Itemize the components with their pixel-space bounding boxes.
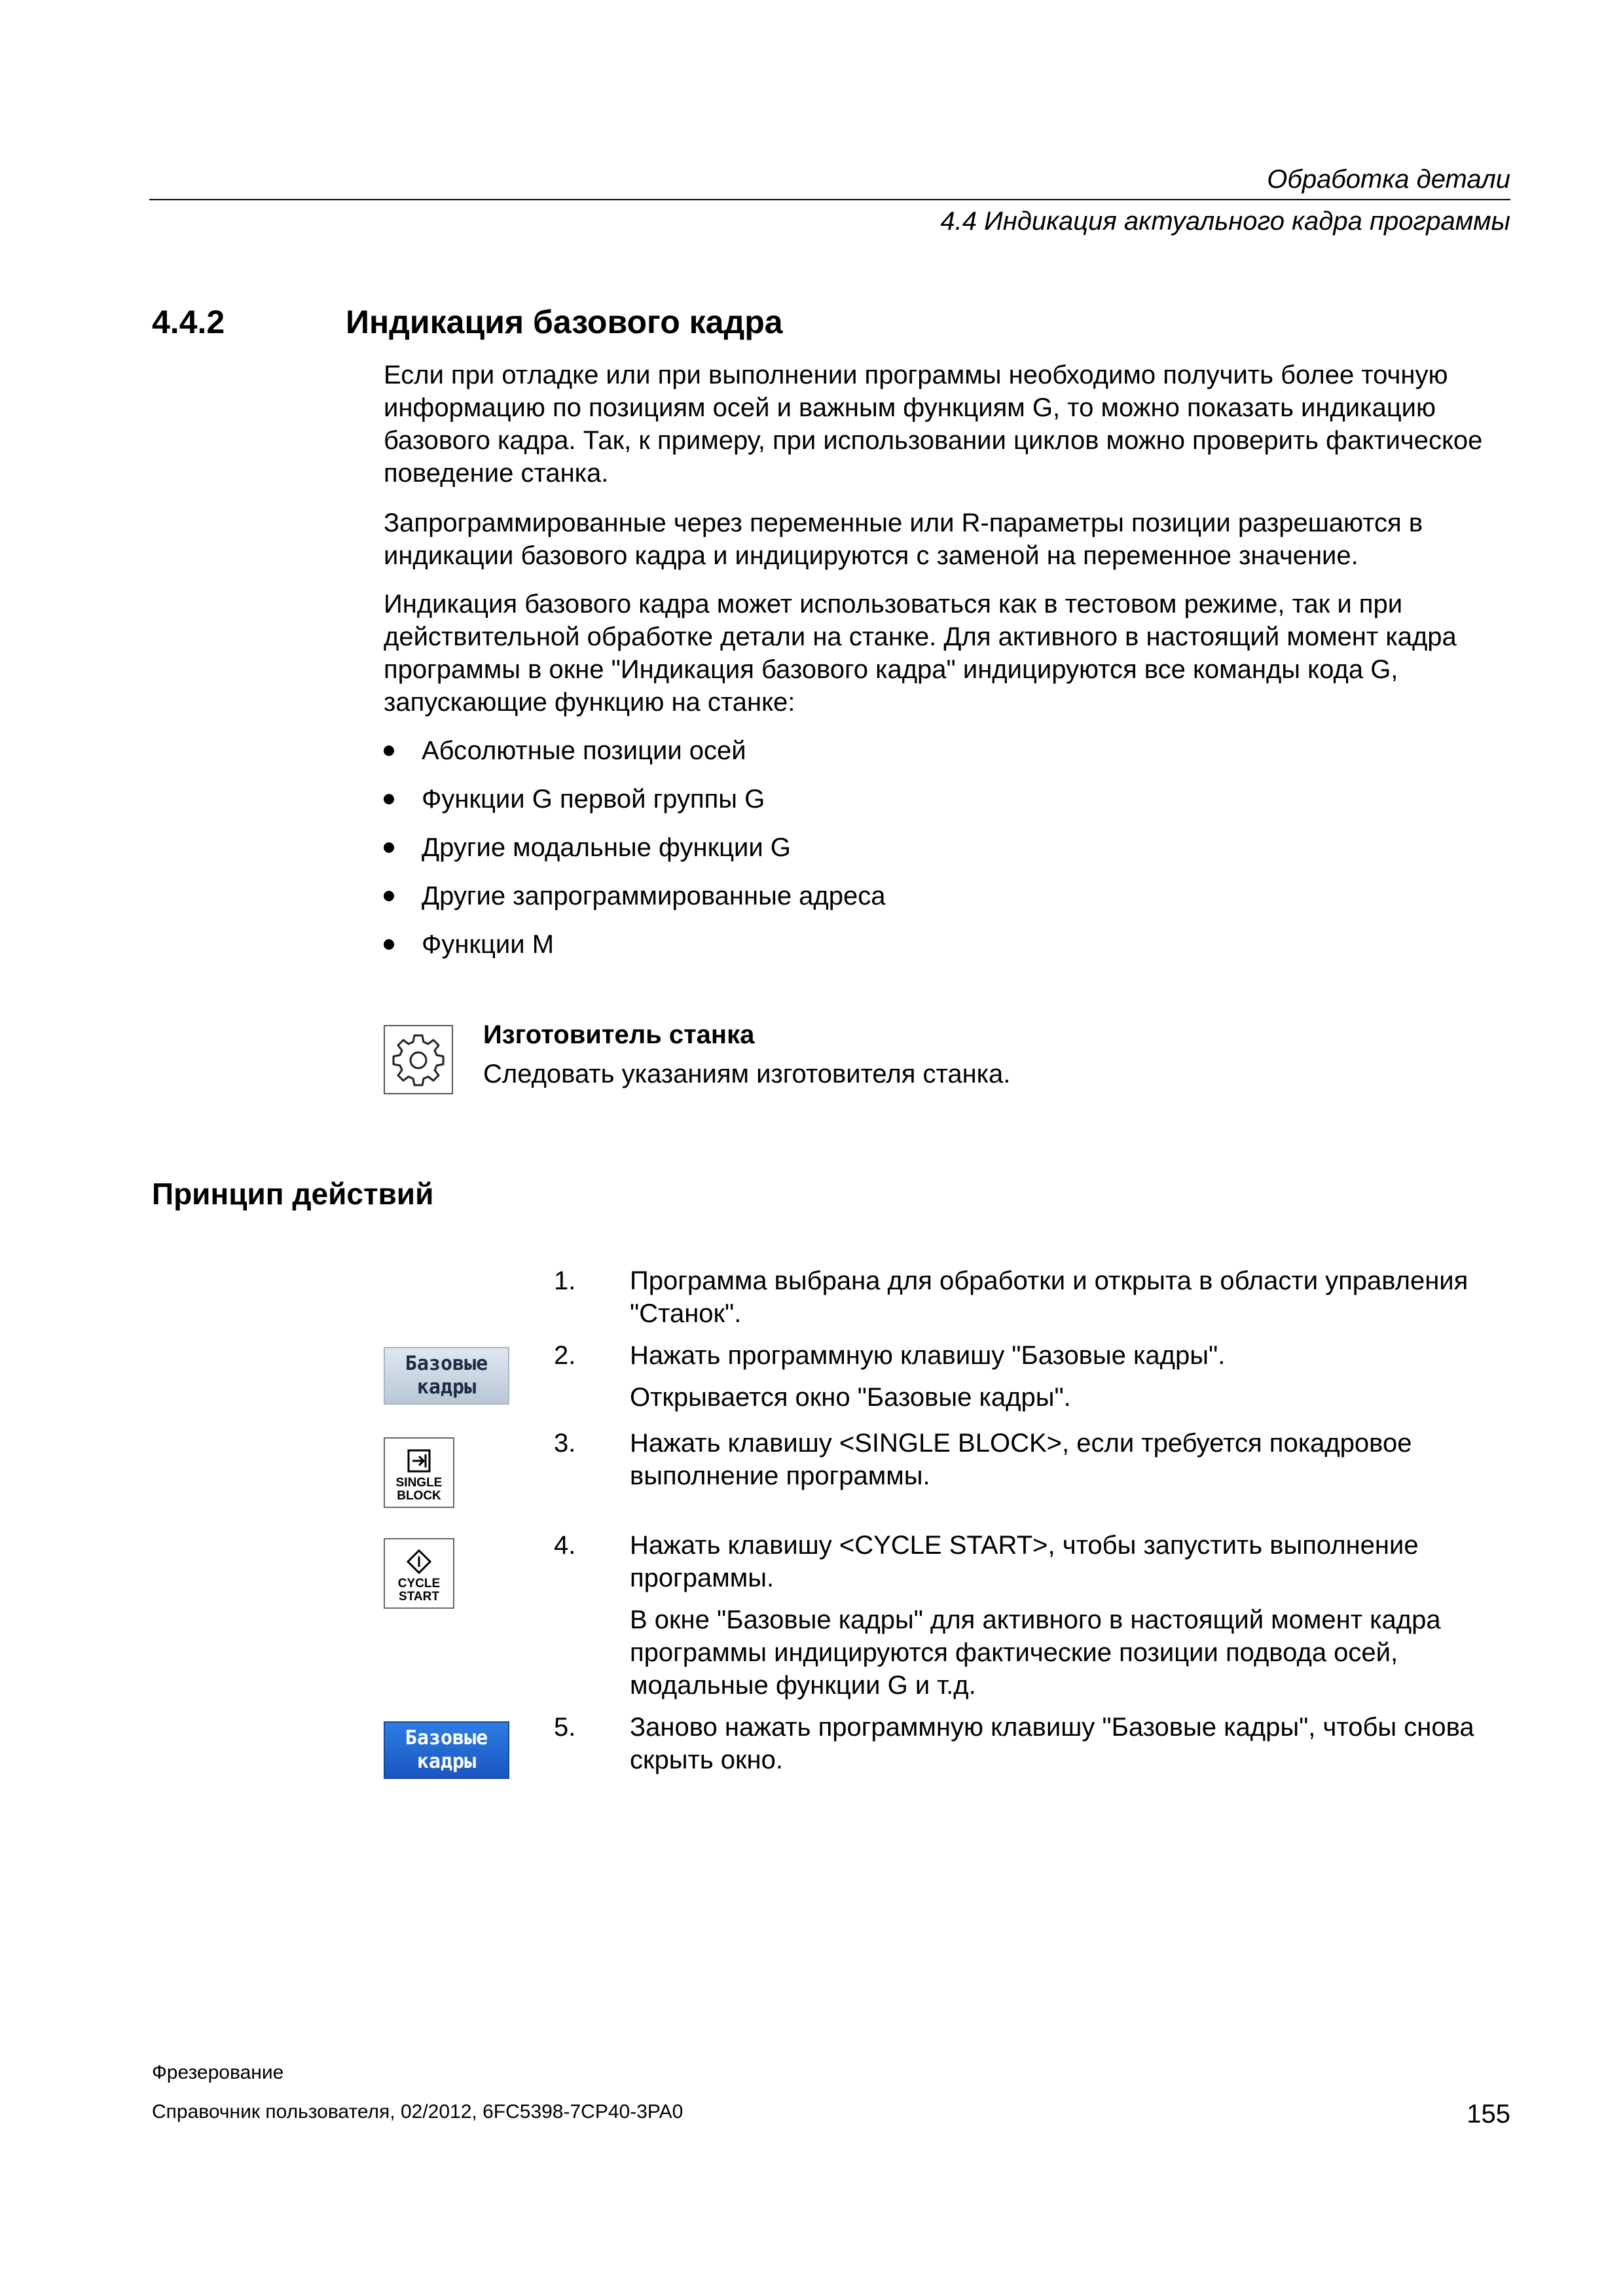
step-text: Программа выбрана для обработки и открыта в области управления "Станок".	[630, 1266, 1468, 1328]
header-section: 4.4 Индикация актуального кадра программы	[940, 207, 1510, 236]
step-text: Заново нажать программную клавишу "Базовые кадры", чтобы снова скрыть окно.	[630, 1713, 1474, 1774]
bullet-dot	[384, 794, 394, 804]
key-label-line1: CYCLE	[397, 1577, 441, 1590]
list-item-text: Функции G первой группы G	[422, 785, 765, 814]
step-number: 1.	[554, 1266, 576, 1295]
step-number: 5.	[554, 1713, 576, 1742]
step-number: 4.	[554, 1531, 576, 1560]
list-item-text: Другие модальные функции G	[422, 833, 791, 862]
bullet-dot	[384, 939, 394, 950]
bullet-dot	[384, 745, 394, 756]
cycle-start-icon	[405, 1549, 433, 1575]
step-text: Нажать программную клавишу "Базовые кадры".	[630, 1341, 1226, 1370]
list-item-text: Функции M	[422, 930, 555, 959]
paragraph-variables: Запрограммированные через переменные или R-параметры позиции разрешаются в индикации базового кадра и индицируются с заменой на переменное значение.	[384, 509, 1423, 570]
single-block-icon	[405, 1448, 433, 1474]
step-result: В окне "Базовые кадры" для активного в настоящий момент кадра программы индицируются фактические позиции подвода осей, модальные функции G и т.д.	[630, 1605, 1441, 1700]
note-title: Изготовитель станка	[483, 1020, 755, 1049]
list-item-text: Другие запрограммированные адреса	[422, 882, 886, 910]
cycle-start-key[interactable]	[384, 1538, 454, 1609]
section-title: Индикация базового кадра	[346, 304, 783, 340]
key-label-line2: BLOCK	[397, 1489, 441, 1503]
list-item-text: Абсолютные позиции осей	[422, 736, 746, 765]
softkey-label-line2: кадры	[416, 1376, 477, 1399]
paragraph-usage: Индикация базового кадра может использоваться как в тестовом режиме, так и при действительной обработке детали на станке. Для активного в настоящий момент кадра программы в окне "Индикация базового кадра" индицируются все команды кода G, запускающие функцию на станке:	[384, 590, 1457, 717]
single-block-key[interactable]	[384, 1437, 454, 1508]
key-label-line1: SINGLE	[395, 1476, 443, 1490]
paragraph-intro: Если при отладке или при выполнении программы необходимо получить более точную информацию по позициям осей и важным функциям G, то можно показать индикацию базового кадра. Так, к примеру, при использовании циклов можно проверить фактическое поведение станка.	[384, 361, 1483, 488]
softkey-label-line1: Базовые	[405, 1727, 488, 1749]
step-number: 3.	[554, 1429, 576, 1458]
softkey-label-line2: кадры	[416, 1750, 477, 1773]
note-text: Следовать указаниям изготовителя станка.	[483, 1060, 1011, 1088]
base-blocks-softkey-active[interactable]	[384, 1721, 509, 1779]
base-blocks-softkey[interactable]	[384, 1347, 509, 1405]
page-number: 155	[1467, 2100, 1510, 2128]
procedure-heading: Принцип действий	[152, 1177, 434, 1211]
gear-icon	[384, 1025, 453, 1094]
footer-document: Справочник пользователя, 02/2012, 6FC5398-7CP40-3PA0	[152, 2101, 684, 2123]
bullet-dot	[384, 842, 394, 853]
key-label-line2: START	[399, 1590, 439, 1604]
step-text: Нажать клавишу <CYCLE START>, чтобы запустить выполнение программы.	[630, 1531, 1419, 1592]
step-text: Нажать клавишу <SINGLE BLOCK>, если требуется покадровое выполнение программы.	[630, 1429, 1412, 1490]
section-number: 4.4.2	[152, 304, 225, 340]
step-result: Открывается окно "Базовые кадры".	[630, 1383, 1071, 1412]
bullet-dot	[384, 891, 394, 901]
softkey-label-line1: Базовые	[405, 1352, 488, 1375]
step-number: 2.	[554, 1341, 576, 1370]
footer-title: Фрезерование	[152, 2062, 284, 2083]
header-rule	[149, 199, 1510, 200]
header-chapter: Обработка детали	[1267, 165, 1510, 194]
